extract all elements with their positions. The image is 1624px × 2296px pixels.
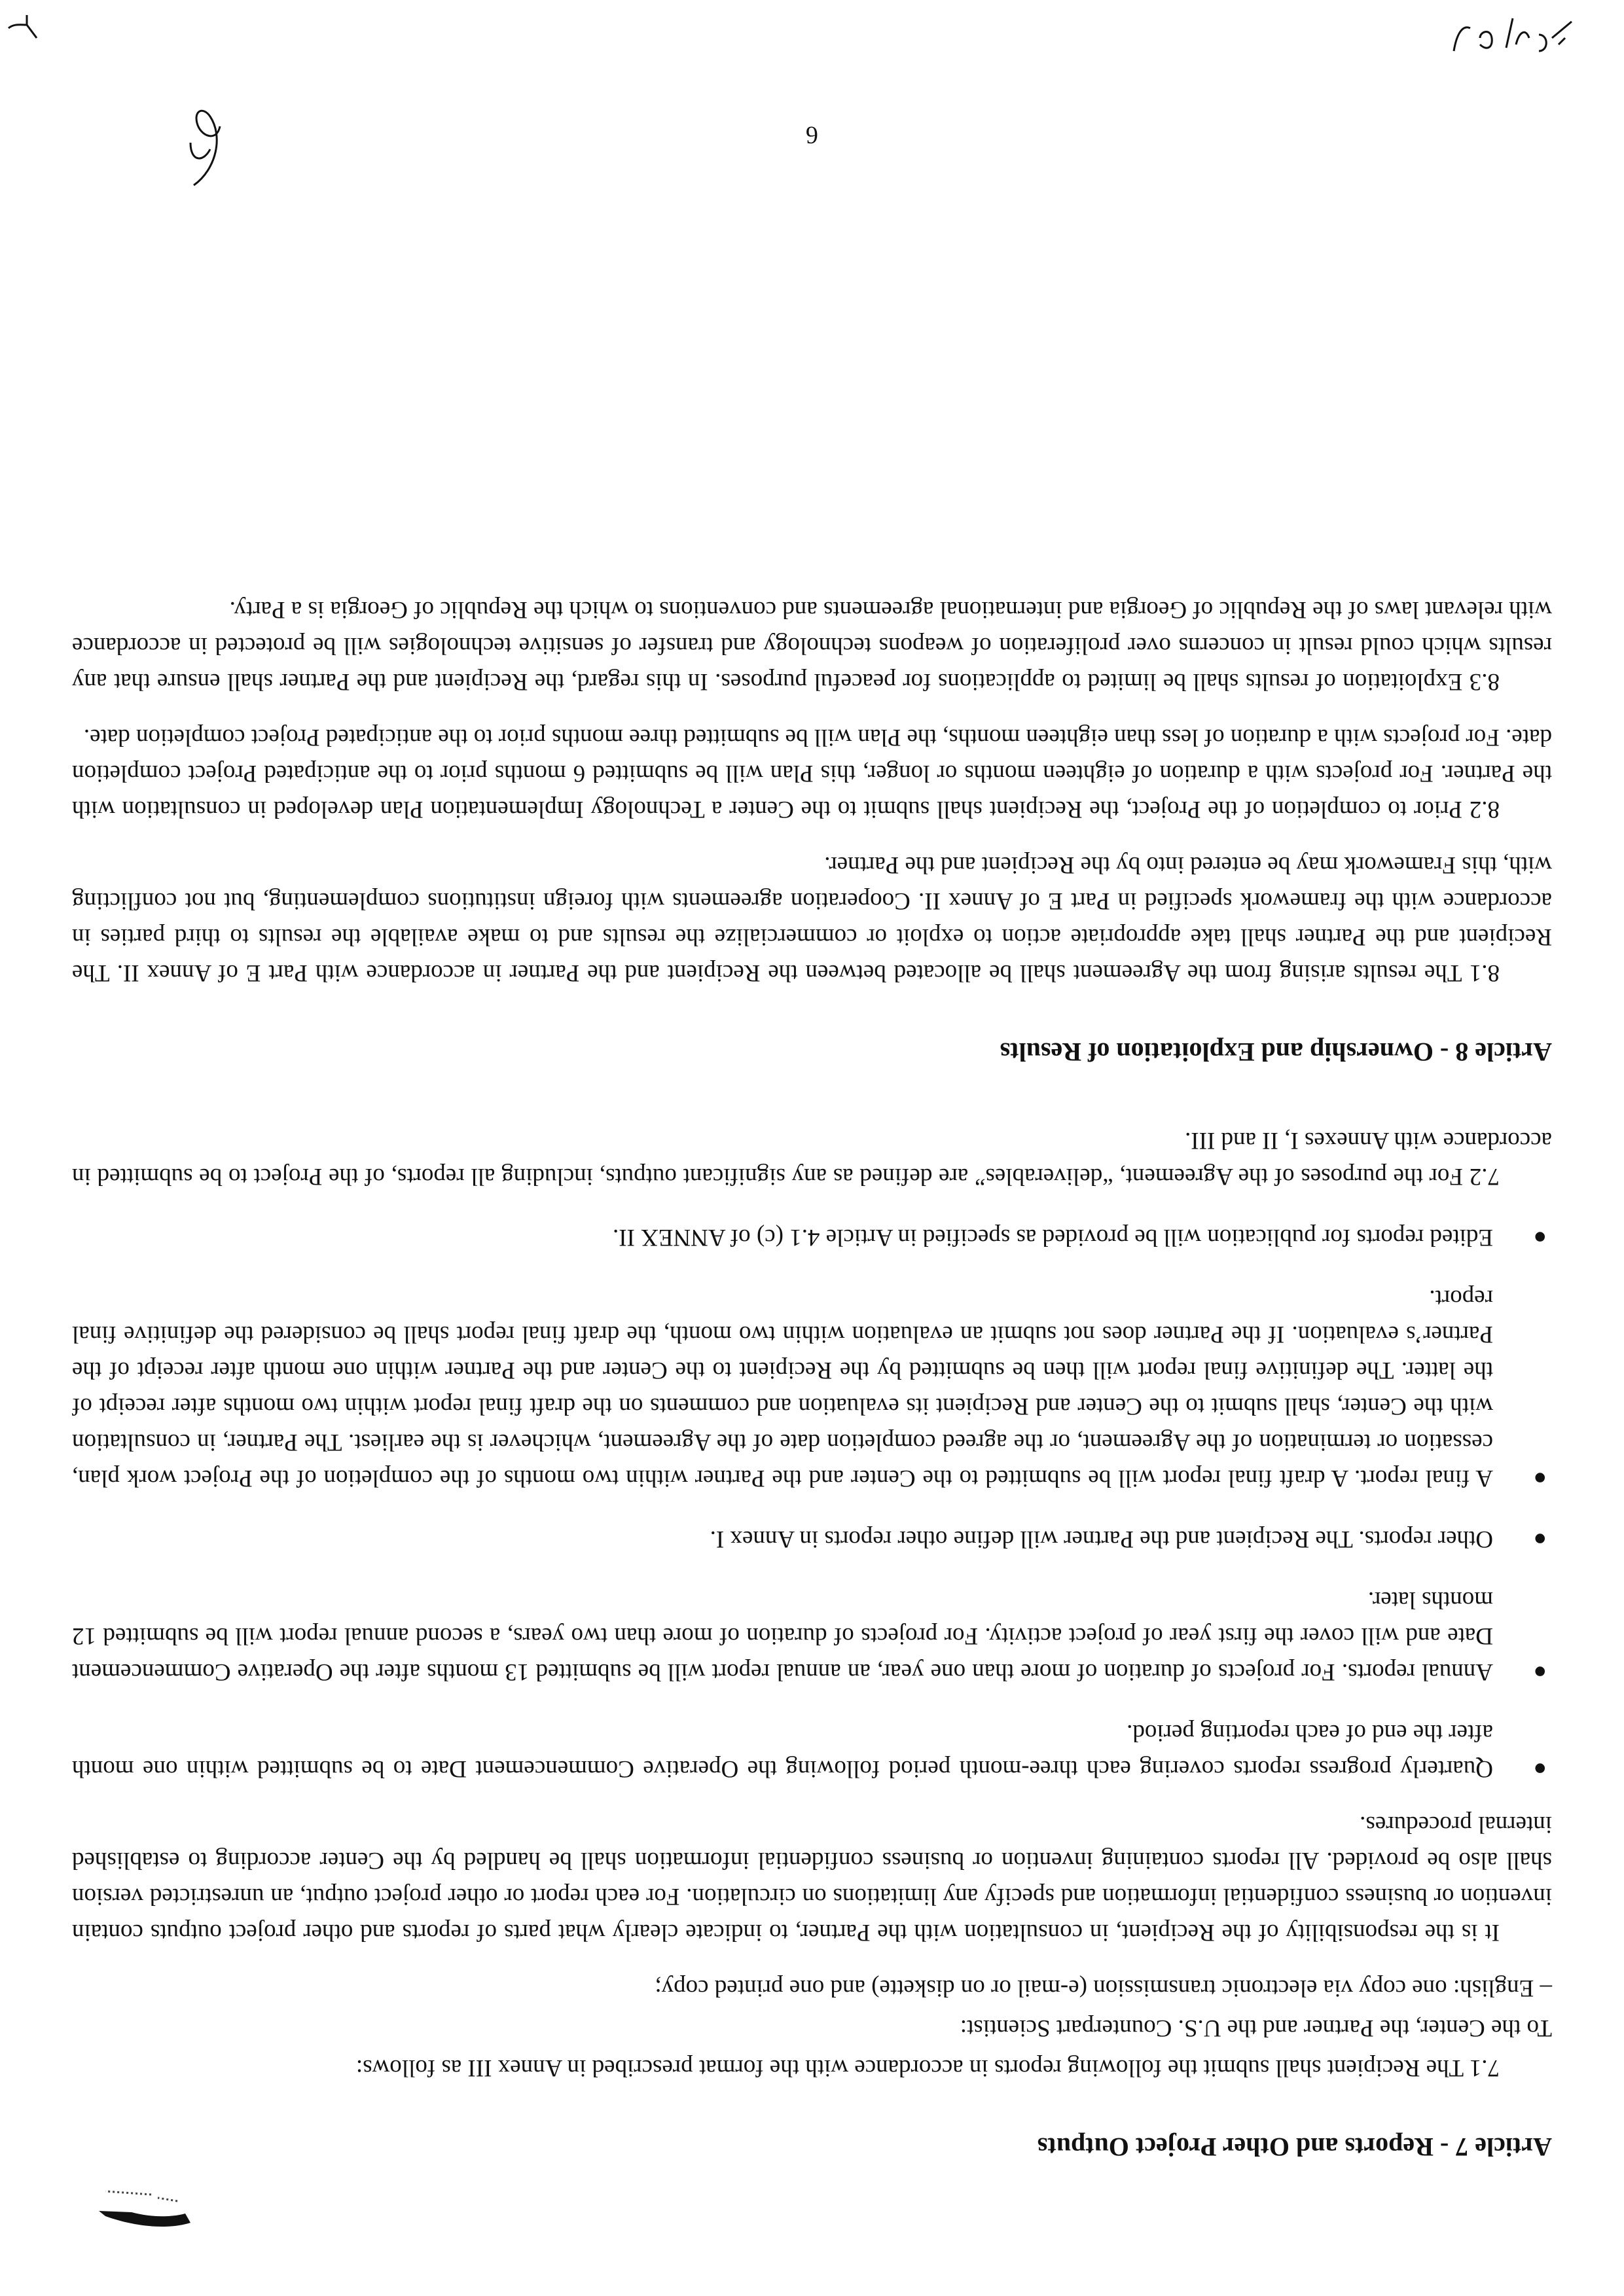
article7-1-recipients: To the Center, the Partner and the U.S. Counterpart Scientist: bbox=[960, 2015, 1552, 2041]
article8-1: 8.1 The results arising from the Agreement shall be allocated between the Recipient and the Partner in accordance with Part E of Annex II. The Recipient and the Partner shall take appropriate action to exploit or commercialize the results and to make available the results to third parties in accordance with the framework specified in Part E of Annex II. Cooperation agreements with foreign institutions complementing, but not conflicting with, this Framework may be entered into by the Recipient and the Partner. bbox=[72, 852, 1552, 986]
document-body bbox=[72, 572, 1552, 2165]
bullet-icon: ● bbox=[1533, 1527, 1547, 1551]
article8-2: 8.2 Prior to completion of the Project, the Recipient shall submit to the Center a Technology Implementation Plan developed in consultation with the Partner. For projects with a duration of eighteen months or longer, this Plan will be submitted 6 months prior to the anticipated Project completion date. For projects with a duration of less than eighteen months, the Plan will be submitted three months prior to the anticipated Project completion date. bbox=[72, 724, 1552, 823]
article8-heading: Article 8 - Ownership and Exploitation of Results bbox=[1000, 1037, 1552, 1067]
page-number: 6 bbox=[806, 121, 818, 149]
article7-1-intro: 7.1 The Recipient shall submit the following reports in accordance with the format prescribed in Annex III as follows: bbox=[355, 2054, 1500, 2081]
list-item-other-reports: ● Other reports. The Recipient and the Partner will define other reports in Annex I. bbox=[72, 1521, 1552, 1557]
list-item-annual-reports: ● Annual reports. For projects of duration of more than one year, an annual report will be submitted 13 months after the Operative Commencement Date and will cover the first year of project activity. For projects of duration of more than two years, a second annual report will be submitted 12 months later. bbox=[72, 1582, 1552, 1690]
bullet-icon: ● bbox=[1533, 1466, 1547, 1490]
stamp-icon bbox=[92, 2178, 197, 2231]
bullet-icon: ● bbox=[1533, 1660, 1547, 1684]
list-item-edited-reports: ● Edited reports for publication will be provided as specified in Article 4.1 (c) of ANNEX II. bbox=[72, 1219, 1552, 1255]
list-item-final-report: ● A final report. A draft final report will be submitted to the Center and the Partner within two months of the completion of the Project work plan, cessation or termination of the Agreement, or the agreed completion date of the Agreement, whichever is the earliest. The Partner, in consultation with the Center, shall submit to the Center and Recipient its evaluation and comments on the draft final report within two months after receipt of the latter. The definitive final report will then be submitted by the Recipient to the Center and the Partner within one month after receipt of the Partner’s evaluation. If the Partner does not submit an evaluation within two month, the draft final report shall be considered the definitive final report. bbox=[72, 1280, 1552, 1496]
article8-3: 8.3 Exploitation of results shall be limited to applications for peaceful purposes. In this regard, the Recipient and the Partner shall ensure that any results which could result in concerns over proliferation of weapons technology and transfer of sensitive technologies will be protected in accordance with relevant laws of the Republic of Georgia and international agreements and conventions to which the Republic of Georgia is a Party. bbox=[72, 596, 1552, 695]
bullet-icon: ● bbox=[1533, 1757, 1547, 1781]
report-types-list bbox=[72, 1219, 1552, 1787]
initials-signature-icon bbox=[184, 97, 230, 188]
handwritten-mark-icon bbox=[7, 12, 40, 45]
bullet-icon: ● bbox=[1533, 1225, 1547, 1249]
list-item-quarterly-reports: ● Quarterly progress reports covering each three-month period following the Operative Commencement Date to be submitted within one month after the end of each reporting period. bbox=[72, 1715, 1552, 1787]
article7-1-english-copy: – English: one copy via electronic transmission (e-mail or on diskette) and one printed copy; bbox=[655, 1975, 1552, 2001]
article7-1-responsibility: It is the responsibility of the Recipient, in consultation with the Partner, to indicate clearly what parts of reports and other project outputs contain invention or business confidential information and specify any limitations on circulation. For each report or other project output, an unrestricted version shall also be provided. All reports containing invention or business confidential information shall be handled by the Center according to established internal procedures. bbox=[72, 1811, 1552, 1946]
handwritten-signature-icon bbox=[1447, 12, 1578, 58]
article7-heading: Article 7 - Reports and Other Project Outputs bbox=[1037, 2132, 1552, 2162]
article7-2: 7.2 For the purposes of the Agreement, “deliverables” are defined as any significant outputs, including all reports, of the Project to be submitted in accordance with Annexes I, II and III. bbox=[72, 1127, 1552, 1190]
